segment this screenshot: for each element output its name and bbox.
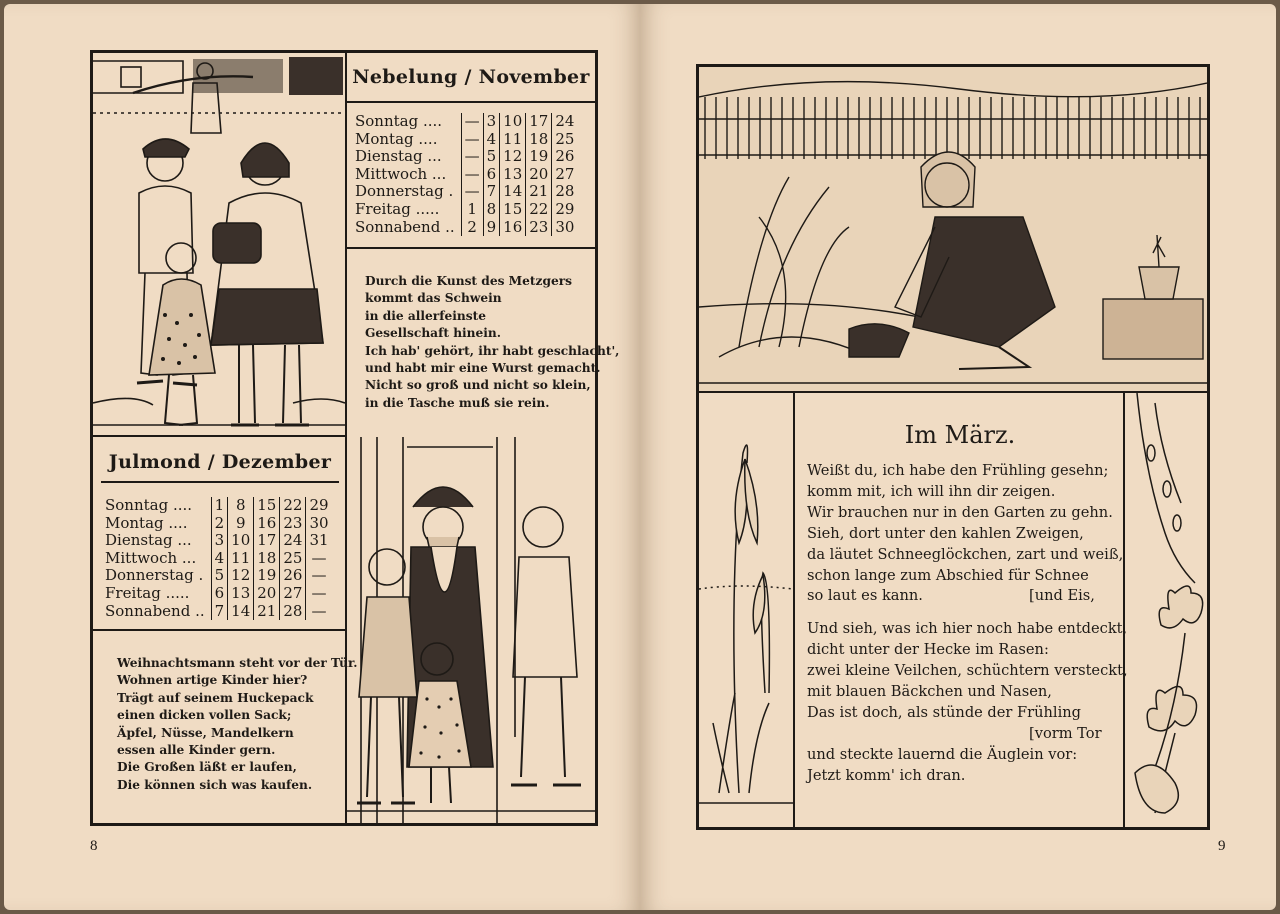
verse-line: Trägt auf seinem Huckepack bbox=[117, 690, 314, 705]
calendar-date-cell: — bbox=[461, 148, 483, 166]
santa-scene-drawing bbox=[347, 437, 595, 823]
poem-line: Das ist doch, als stünde der Frühling bbox=[807, 704, 1082, 722]
verse-line: Nicht so groß und nicht so klein, bbox=[365, 378, 591, 393]
calendar-row bbox=[355, 201, 577, 219]
calendar-day-label: Freitag ..... bbox=[105, 583, 190, 602]
calendar-date-cell: 28 bbox=[280, 603, 306, 621]
poem-line-left: so laut es kann. bbox=[807, 587, 923, 605]
calendar-date-cell: 28 bbox=[552, 183, 578, 201]
poem-stanza-1 bbox=[807, 461, 1124, 586]
poem-line-right: [und Eis, bbox=[1029, 587, 1095, 605]
verse-line: Die Großen läßt er laufen, bbox=[117, 760, 297, 775]
poem-line: Jetzt komm' ich dran. bbox=[807, 766, 966, 784]
calendar-day-label: Freitag ..... bbox=[355, 199, 440, 218]
poem-line: Wir brauchen nur in den Garten zu gehn. bbox=[807, 503, 1113, 521]
calendar-date-cell: 2 bbox=[211, 515, 228, 533]
calendar-date-cell: 8 bbox=[483, 201, 500, 219]
calendar-date-cell: — bbox=[461, 166, 483, 184]
calendar-date-cell: 10 bbox=[500, 113, 526, 131]
verse-line: kommt das Schwein bbox=[365, 291, 502, 306]
calendar-date-cell: 21 bbox=[254, 603, 280, 621]
calendar-date-cell: 24 bbox=[552, 113, 578, 131]
calendar-row bbox=[105, 585, 332, 603]
calendar-date-cell: 29 bbox=[306, 497, 332, 515]
illustration-slaughter-day bbox=[93, 53, 347, 437]
verse-line: einen dicken vollen Sack; bbox=[117, 708, 292, 723]
right-page bbox=[640, 4, 1276, 910]
december-calendar-box bbox=[93, 437, 347, 631]
calendar-day-label: Montag .... bbox=[355, 129, 438, 148]
calendar-date-cell: 22 bbox=[526, 201, 552, 219]
calendar-date-cell: 27 bbox=[280, 585, 306, 603]
calendar-date-cell: 19 bbox=[254, 567, 280, 585]
calendar-day-label: Mittwoch ... bbox=[355, 164, 447, 183]
illustration-santa-door bbox=[347, 437, 595, 823]
verse-line: Durch die Kunst des Metzgers bbox=[365, 274, 573, 288]
calendar-row bbox=[105, 550, 332, 568]
snowdrop-drawing bbox=[699, 393, 793, 825]
november-calendar-table bbox=[355, 113, 577, 236]
calendar-day-label: Montag .... bbox=[105, 513, 188, 532]
calendar-date-cell: 10 bbox=[228, 532, 254, 550]
verse-line: essen alle Kinder gern. bbox=[117, 743, 276, 758]
poem-line: da läutet Schneeglöckchen, zart und weiß, bbox=[807, 545, 1124, 563]
calendar-date-cell: 21 bbox=[526, 183, 552, 201]
calendar-day-label: Dienstag ... bbox=[355, 147, 442, 166]
calendar-date-cell: — bbox=[306, 567, 332, 585]
calendar-date-cell: 18 bbox=[254, 550, 280, 568]
calendar-date-cell: 5 bbox=[483, 148, 500, 166]
calendar-row bbox=[105, 497, 332, 515]
illustration-violets bbox=[1125, 393, 1207, 827]
calendar-date-cell: 26 bbox=[552, 148, 578, 166]
calendar-row bbox=[105, 567, 332, 585]
calendar-date-cell: 5 bbox=[211, 567, 228, 585]
calendar-date-cell: 9 bbox=[228, 515, 254, 533]
calendar-date-cell: 13 bbox=[500, 166, 526, 184]
calendar-date-cell: 4 bbox=[211, 550, 228, 568]
calendar-date-cell: 24 bbox=[280, 532, 306, 550]
calendar-date-cell: 7 bbox=[211, 603, 228, 621]
left-page-frame bbox=[90, 50, 620, 826]
calendar-date-cell: 11 bbox=[228, 550, 254, 568]
calendar-date-cell: 12 bbox=[500, 148, 526, 166]
calendar-row bbox=[355, 131, 577, 149]
calendar-date-cell: 25 bbox=[552, 131, 578, 149]
calendar-date-cell: 6 bbox=[483, 166, 500, 184]
verse-line: in die allerfeinste bbox=[365, 308, 486, 323]
poem-line: Und sieh, was ich hier noch habe entdeckt, bbox=[807, 620, 1128, 638]
calendar-day-label: Mittwoch ... bbox=[105, 548, 197, 567]
calendar-row bbox=[105, 515, 332, 533]
poem-line: dicht unter der Hecke im Rasen: bbox=[807, 641, 1049, 659]
december-calendar-table bbox=[105, 497, 332, 620]
calendar-date-cell: 25 bbox=[280, 550, 306, 568]
calendar-row bbox=[105, 532, 332, 550]
poem-continuation: [vorm Tor bbox=[1029, 724, 1102, 742]
poem-title: Im März. bbox=[904, 421, 1016, 449]
verse-line: Ich hab' gehört, ihr habt geschlacht', bbox=[365, 343, 620, 358]
calendar-date-cell: 8 bbox=[228, 497, 254, 515]
calendar-date-cell: 31 bbox=[306, 532, 332, 550]
calendar-date-cell: 16 bbox=[254, 515, 280, 533]
poem-stanza-2-end bbox=[807, 745, 1119, 787]
calendar-date-cell: 23 bbox=[526, 219, 552, 237]
calendar-date-cell: 2 bbox=[461, 219, 483, 237]
calendar-date-cell: 30 bbox=[552, 219, 578, 237]
november-header bbox=[347, 53, 595, 103]
calendar-date-cell: 14 bbox=[228, 603, 254, 621]
calendar-date-cell: 27 bbox=[552, 166, 578, 184]
calendar-date-cell: 29 bbox=[552, 201, 578, 219]
calendar-date-cell: — bbox=[306, 550, 332, 568]
poem-line: Weißt du, ich habe den Frühling gesehn; bbox=[807, 462, 1109, 479]
calendar-date-cell: 14 bbox=[500, 183, 526, 201]
calendar-date-cell: 23 bbox=[280, 515, 306, 533]
left-page-number: 8 bbox=[90, 838, 98, 854]
december-verse bbox=[117, 655, 358, 794]
calendar-date-cell: 26 bbox=[280, 567, 306, 585]
calendar-date-cell: 3 bbox=[483, 113, 500, 131]
calendar-date-cell: 11 bbox=[500, 131, 526, 149]
calendar-day-label: Sonnabend .. bbox=[355, 217, 455, 236]
poem-line: zwei kleine Veilchen, schüchtern versteckt, bbox=[807, 662, 1128, 680]
poem-line: mit blauen Bäckchen und Nasen, bbox=[807, 683, 1052, 701]
november-verse-box bbox=[347, 249, 620, 437]
calendar-date-cell: 6 bbox=[211, 585, 228, 603]
slaughter-scene-drawing bbox=[93, 53, 345, 435]
november-calendar bbox=[347, 103, 595, 249]
verse-line: Äpfel, Nüsse, Mandelkern bbox=[117, 725, 294, 740]
calendar-date-cell: 18 bbox=[526, 131, 552, 149]
calendar-date-cell: 9 bbox=[483, 219, 500, 237]
calendar-date-cell: 30 bbox=[306, 515, 332, 533]
verse-line: Wohnen artige Kinder hier? bbox=[117, 673, 308, 688]
poem-line: komm mit, ich will ihn dir zeigen. bbox=[807, 482, 1056, 500]
calendar-row bbox=[355, 183, 577, 201]
calendar-day-label: Dienstag ... bbox=[105, 531, 192, 550]
calendar-date-cell: 22 bbox=[280, 497, 306, 515]
november-title: Nebelung / November bbox=[352, 66, 590, 88]
calendar-day-label: Donnerstag . bbox=[105, 566, 204, 585]
december-header bbox=[101, 437, 339, 483]
calendar-date-cell: 17 bbox=[254, 532, 280, 550]
poem-text bbox=[807, 461, 1128, 787]
calendar-date-cell: 20 bbox=[254, 585, 280, 603]
calendar-row bbox=[355, 113, 577, 131]
illustration-snowdrop bbox=[699, 393, 795, 827]
calendar-row bbox=[355, 219, 577, 237]
left-page bbox=[4, 4, 640, 910]
calendar-date-cell: 15 bbox=[500, 201, 526, 219]
calendar-date-cell: 20 bbox=[526, 166, 552, 184]
calendar-date-cell: 4 bbox=[483, 131, 500, 149]
calendar-date-cell: — bbox=[306, 585, 332, 603]
calendar-day-label: Sonntag .... bbox=[105, 496, 193, 514]
calendar-row bbox=[105, 603, 332, 621]
calendar-date-cell: 12 bbox=[228, 567, 254, 585]
poem-stanza-2 bbox=[807, 619, 1128, 724]
december-title: Julmond / Dezember bbox=[108, 451, 332, 473]
calendar-date-cell: — bbox=[461, 113, 483, 131]
calendar-day-label: Sonntag .... bbox=[355, 112, 443, 130]
right-page-number: 9 bbox=[1218, 838, 1226, 854]
november-verse bbox=[365, 273, 619, 412]
calendar-row bbox=[355, 148, 577, 166]
calendar-date-cell: 3 bbox=[211, 532, 228, 550]
garden-scene-drawing bbox=[699, 67, 1207, 391]
violets-drawing bbox=[1125, 393, 1207, 825]
verse-line: Weihnachtsmann steht vor der Tür. bbox=[117, 656, 358, 670]
poem-stanza-1-last-line bbox=[807, 586, 1119, 607]
calendar-date-cell: 1 bbox=[211, 497, 228, 515]
calendar-date-cell: 7 bbox=[483, 183, 500, 201]
illustration-garden-girl bbox=[699, 67, 1207, 393]
right-page-frame bbox=[696, 64, 1210, 830]
calendar-date-cell: — bbox=[461, 183, 483, 201]
verse-line: und habt mir eine Wurst gemacht. bbox=[365, 361, 601, 376]
poem-line: schon lange zum Abschied für Schnee bbox=[807, 566, 1089, 584]
calendar-day-label: Sonnabend .. bbox=[105, 601, 205, 620]
poem-line: Sieh, dort unter den kahlen Zweigen, bbox=[807, 524, 1084, 542]
calendar-date-cell: — bbox=[461, 131, 483, 149]
calendar-date-cell: — bbox=[306, 603, 332, 621]
calendar-day-label: Donnerstag . bbox=[355, 182, 454, 201]
verse-line: Gesellschaft hinein. bbox=[365, 326, 502, 341]
verse-line: in die Tasche muß sie rein. bbox=[365, 395, 550, 410]
calendar-date-cell: 17 bbox=[526, 113, 552, 131]
calendar-date-cell: 19 bbox=[526, 148, 552, 166]
december-verse-box bbox=[93, 631, 358, 823]
poem-line: und steckte lauernd die Äuglein vor: bbox=[807, 745, 1078, 763]
calendar-date-cell: 13 bbox=[228, 585, 254, 603]
calendar-date-cell: 16 bbox=[500, 219, 526, 237]
calendar-row bbox=[355, 166, 577, 184]
calendar-date-cell: 1 bbox=[461, 201, 483, 219]
calendar-date-cell: 15 bbox=[254, 497, 280, 515]
verse-line: Die können sich was kaufen. bbox=[117, 777, 313, 792]
poem-box bbox=[795, 393, 1128, 827]
